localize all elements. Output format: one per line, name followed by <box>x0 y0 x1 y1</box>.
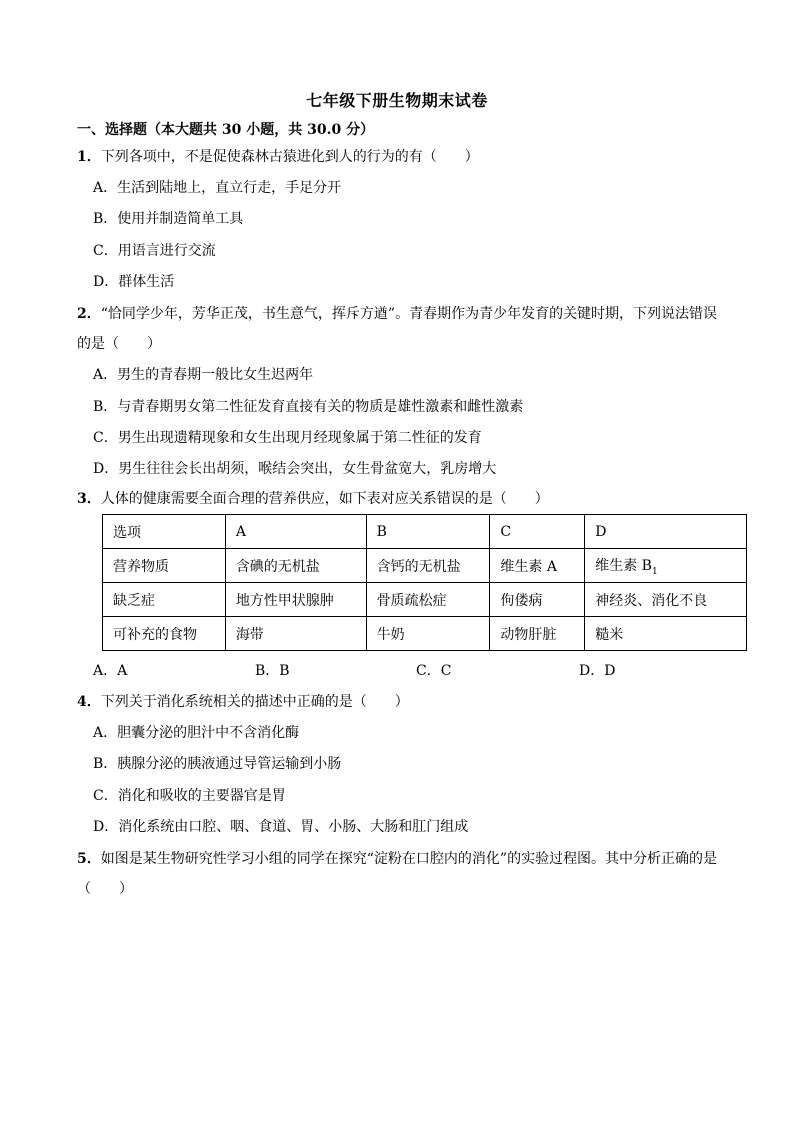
table-cell: 佝偻病 <box>490 583 585 617</box>
question-text-line1: 如图是某生物研究性学习小组的同学在探究“淀粉在口腔内的消化”的实验过程图。其中分析正确的是 <box>100 851 718 867</box>
question-number: 5． <box>77 851 101 867</box>
table-cell: C <box>490 515 585 549</box>
q3-option-b: B．B <box>255 663 290 679</box>
vitamin-b-label: 维生素 B <box>595 557 652 574</box>
table-cell: 牛奶 <box>366 617 490 651</box>
table-cell: 营养物质 <box>103 549 226 583</box>
table-cell: 神经炎、消化不良 <box>585 583 747 617</box>
table-cell: 动物肝脏 <box>490 617 585 651</box>
question-number: 2． <box>77 306 101 322</box>
table-cell: 缺乏症 <box>103 583 226 617</box>
table-row <box>103 549 747 583</box>
question-1 <box>77 146 479 166</box>
q2-option-d: D．男生往往会长出胡须，喉结会突出，女生骨盆宽大，乳房增大 <box>93 461 497 477</box>
question-5 <box>77 848 717 868</box>
table-row <box>103 583 747 617</box>
question-text: 下列关于消化系统相关的描述中正确的是（ ） <box>100 694 409 710</box>
nutrition-table <box>102 514 747 651</box>
q4-option-b: B．胰腺分泌的胰液通过导管运输到小肠 <box>93 756 342 772</box>
question-text: 下列各项中，不是促使森林古猿进化到人的行为的有（ ） <box>100 149 479 165</box>
q1-option-c: C．用语言进行交流 <box>93 243 216 259</box>
section-heading: 一、选择题（本大题共 30 小题，共 30.0 分） <box>77 122 375 138</box>
table-cell: 含钙的无机盐 <box>366 549 490 583</box>
table-cell: 维生素 A <box>490 549 585 583</box>
table-row <box>103 515 747 549</box>
q4-option-c: C．消化和吸收的主要器官是胃 <box>93 788 286 804</box>
q2-option-a: A．男生的青春期一般比女生迟两年 <box>93 367 314 383</box>
vitamin-b-subscript: 1 <box>651 566 658 577</box>
table-cell-vitamin-b1 <box>585 549 747 583</box>
question-number: 1． <box>77 149 101 165</box>
table-cell: 含碘的无机盐 <box>225 549 366 583</box>
q3-option-d: D．D <box>579 663 616 679</box>
table-cell: D <box>585 515 747 549</box>
q4-option-d: D．消化系统由口腔、咽、食道、胃、小肠、大肠和肛门组成 <box>93 819 469 835</box>
question-2-line2: 的是（ ） <box>77 336 161 352</box>
question-text: 人体的健康需要全面合理的营养供应，如下表对应关系错误的是（ ） <box>100 491 549 507</box>
question-4 <box>77 691 409 711</box>
q3-option-c: C．C <box>416 663 452 679</box>
q1-option-a: A．生活到陆地上，直立行走，手足分开 <box>93 180 342 196</box>
q2-option-b: B．与青春期男女第二性征发育直接有关的物质是雄性激素和雌性激素 <box>93 399 524 415</box>
table-cell: 可补充的食物 <box>103 617 226 651</box>
table-cell: 骨质疏松症 <box>366 583 490 617</box>
question-2 <box>77 303 717 323</box>
page-title: 七年级下册生物期末试卷 <box>306 91 488 110</box>
table-cell: 地方性甲状腺肿 <box>225 583 366 617</box>
table-cell: 海带 <box>225 617 366 651</box>
table-row <box>103 617 747 651</box>
q2-option-c: C．男生出现遗精现象和女生出现月经现象属于第二性征的发育 <box>93 430 482 446</box>
question-text-line1: “恰同学少年，芳华正茂，书生意气，挥斥方遒”。青春期作为青少年发育的关键时期，下列说法错误 <box>100 306 718 322</box>
table-cell: A <box>225 515 366 549</box>
question-3 <box>77 488 549 508</box>
question-number: 3． <box>77 491 101 507</box>
table-cell: 选项 <box>103 515 226 549</box>
q1-option-d: D．群体生活 <box>93 274 175 290</box>
q3-option-a: A．A <box>93 663 128 679</box>
table-cell: 糙米 <box>585 617 747 651</box>
q4-option-a: A．胆囊分泌的胆汁中不含消化酶 <box>93 725 300 741</box>
q1-option-b: B．使用并制造简单工具 <box>93 211 244 227</box>
question-5-line2: （ ） <box>77 881 133 897</box>
question-number: 4． <box>77 694 101 710</box>
table-cell: B <box>366 515 490 549</box>
